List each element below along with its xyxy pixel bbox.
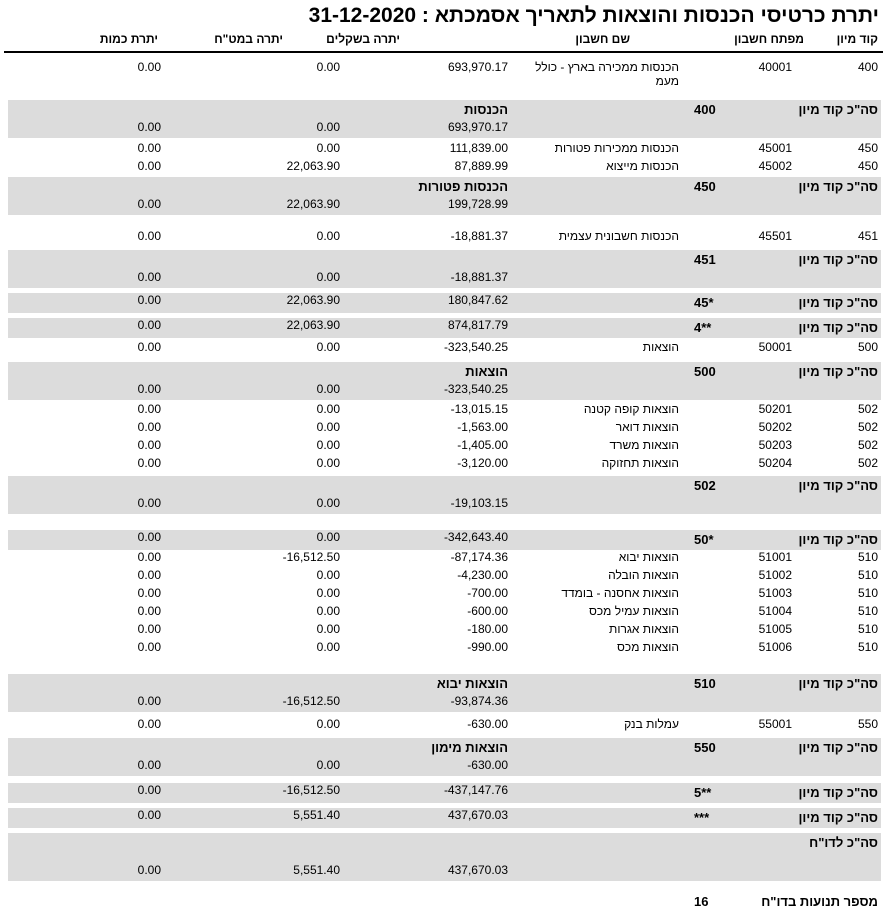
balance-nis: -342,643.40 <box>443 530 508 544</box>
summary-code: 500 <box>694 364 716 379</box>
quantity-balance: 0.00 <box>137 293 161 307</box>
table-row <box>0 622 887 636</box>
account-key: 45002 <box>758 159 792 173</box>
account-name: הוצאות תחזוקה <box>601 456 679 470</box>
quantity-balance: 0.00 <box>137 568 161 582</box>
balance-fx: 0.00 <box>316 456 340 470</box>
balance-fx: 5,551.40 <box>293 863 340 877</box>
movements-label: מספר תנועות בדו"ח <box>761 894 878 909</box>
summary-row <box>0 833 887 877</box>
balance-nis: 111,839.00 <box>449 141 508 155</box>
balance-fx: 0.00 <box>316 622 340 636</box>
summary-row <box>0 476 887 510</box>
quantity-balance: 0.00 <box>137 420 161 434</box>
summary-name: הכנסות פטורות <box>418 179 508 194</box>
summary-name: הוצאות יבוא <box>436 676 508 691</box>
account-key: 45501 <box>758 229 792 243</box>
quantity-balance: 0.00 <box>137 604 161 618</box>
header-account-key: מפתח חשבון <box>734 32 804 46</box>
balance-fx: 0.00 <box>316 640 340 654</box>
summary-code: 550 <box>694 740 716 755</box>
report-title: יתרת כרטיסי הכנסות והוצאות לתאריך אסמכתא : 31-12-2020 <box>308 4 879 27</box>
summary-row <box>0 894 887 908</box>
balance-nis: -4,230.00 <box>457 568 508 582</box>
account-name: הוצאות אגרות <box>609 622 679 636</box>
header-quantity-balance: יתרת כמות <box>99 32 158 46</box>
summary-label: סה"כ קוד מיון <box>798 295 878 310</box>
quantity-balance: 0.00 <box>137 496 161 510</box>
summary-code: 4** <box>694 320 712 335</box>
summary-name: הוצאות <box>465 364 508 379</box>
balance-nis: 437,670.03 <box>447 863 508 877</box>
table-row <box>0 420 887 434</box>
sort-code: 450 <box>857 159 878 173</box>
sort-code: 510 <box>857 622 878 636</box>
balance-fx: 0.00 <box>316 420 340 434</box>
balance-fx: 0.00 <box>316 717 340 731</box>
balance-nis: -700.00 <box>467 586 508 600</box>
summary-code: 400 <box>694 102 716 117</box>
quantity-balance: 0.00 <box>137 60 161 74</box>
account-name: הוצאות הובלה <box>608 568 679 582</box>
account-key: 50201 <box>758 402 792 416</box>
sort-code: 550 <box>857 717 878 731</box>
balance-nis: -323,540.25 <box>443 382 508 396</box>
balance-nis: -990.00 <box>467 640 508 654</box>
sort-code: 500 <box>857 340 878 354</box>
table-row <box>0 568 887 582</box>
summary-row <box>0 362 887 396</box>
header-balance-fx: יתרה במט"ח <box>214 32 283 46</box>
balance-nis: 437,670.03 <box>447 808 508 822</box>
header-account-name: שם חשבון <box>575 32 630 46</box>
quantity-balance: 0.00 <box>137 640 161 654</box>
table-row <box>0 159 887 173</box>
summary-label: סה"כ קוד מיון <box>798 478 878 493</box>
balance-nis: 180,847.62 <box>447 293 508 307</box>
summary-row <box>0 318 887 335</box>
summary-code: *** <box>694 810 710 825</box>
quantity-balance: 0.00 <box>137 402 161 416</box>
balance-nis: -87,174.36 <box>450 550 508 564</box>
quantity-balance: 0.00 <box>137 550 161 564</box>
account-key: 45001 <box>758 141 792 155</box>
balance-nis: 199,728.99 <box>447 197 508 211</box>
balance-nis: -3,120.00 <box>457 456 508 470</box>
balance-fx: 0.00 <box>316 229 340 243</box>
quantity-balance: 0.00 <box>137 438 161 452</box>
sort-code: 450 <box>857 141 878 155</box>
account-key: 50204 <box>758 456 792 470</box>
summary-label: סה"כ קוד מיון <box>798 179 878 194</box>
account-name: הכנסות מייצוא <box>606 159 679 173</box>
account-name: הוצאות מכס <box>617 640 679 654</box>
quantity-balance: 0.00 <box>137 270 161 284</box>
sort-code: 502 <box>857 456 878 470</box>
movements-count: 16 <box>694 894 709 909</box>
summary-row <box>0 738 887 772</box>
table-row <box>0 640 887 654</box>
summary-label: סה"כ קוד מיון <box>798 810 878 825</box>
balance-fx: 22,063.90 <box>286 197 340 211</box>
quantity-balance: 0.00 <box>137 758 161 772</box>
summary-label: סה"כ קוד מיון <box>798 252 878 267</box>
balance-nis: 693,970.17 <box>447 60 508 74</box>
account-key: 50202 <box>758 420 792 434</box>
balance-nis: -1,563.00 <box>457 420 508 434</box>
summary-label: סה"כ קוד מיון <box>798 740 878 755</box>
balance-nis: -18,881.37 <box>450 229 508 243</box>
summary-code: 5** <box>694 785 712 800</box>
summary-code: 502 <box>694 478 716 493</box>
balance-fx: 0.00 <box>316 586 340 600</box>
summary-label: סה"כ קוד מיון <box>798 785 878 800</box>
summary-name: הכנסות <box>464 102 508 117</box>
account-key: 51006 <box>758 640 792 654</box>
quantity-balance: 0.00 <box>137 197 161 211</box>
summary-code: 451 <box>694 252 716 267</box>
quantity-balance: 0.00 <box>137 456 161 470</box>
balance-fx: 22,063.90 <box>286 318 340 332</box>
table-row <box>0 456 887 470</box>
table-row <box>0 141 887 155</box>
sort-code: 510 <box>857 640 878 654</box>
summary-code: 450 <box>694 179 716 194</box>
account-name: הוצאות עמיל מכס <box>589 604 679 618</box>
account-name: הוצאות משרד <box>609 438 679 452</box>
account-name: הכנסות חשבונית עצמית <box>558 229 679 243</box>
quantity-balance: 0.00 <box>137 229 161 243</box>
account-name: הכנסות ממכירות פטורות <box>554 141 679 155</box>
table-row <box>0 586 887 600</box>
account-name: הוצאות דואר <box>615 420 679 434</box>
sort-code: 510 <box>857 586 878 600</box>
balance-fx: 0.00 <box>316 340 340 354</box>
quantity-balance: 0.00 <box>137 863 161 877</box>
header-balance-nis: יתרה בשקלים <box>326 32 400 46</box>
balance-nis: 87,889.99 <box>454 159 508 173</box>
summary-row <box>0 530 887 547</box>
quantity-balance: 0.00 <box>137 586 161 600</box>
account-key: 51003 <box>758 586 792 600</box>
account-name: הוצאות קופה קטנה <box>583 402 679 416</box>
account-key: 40001 <box>758 60 792 74</box>
balance-fx: 0.00 <box>316 141 340 155</box>
sort-code: 502 <box>857 420 878 434</box>
account-key: 55001 <box>758 717 792 731</box>
summary-row <box>0 808 887 825</box>
balance-fx: 0.00 <box>316 120 340 134</box>
balance-nis: -1,405.00 <box>457 438 508 452</box>
balance-nis: -18,881.37 <box>450 270 508 284</box>
quantity-balance: 0.00 <box>137 382 161 396</box>
quantity-balance: 0.00 <box>137 340 161 354</box>
balance-nis: 874,817.79 <box>447 318 508 332</box>
sort-code: 502 <box>857 438 878 452</box>
summary-row <box>0 177 887 211</box>
balance-fx: 0.00 <box>316 604 340 618</box>
balance-fx: 0.00 <box>316 530 340 544</box>
quantity-balance: 0.00 <box>137 808 161 822</box>
balance-fx: 5,551.40 <box>293 808 340 822</box>
header-sort-code: קוד מיון <box>836 32 878 46</box>
balance-nis: -93,874.36 <box>450 694 508 708</box>
account-name: הכנסות ממכירה בארץ - כולל מעמ <box>535 60 679 88</box>
summary-row <box>0 674 887 708</box>
account-key: 51001 <box>758 550 792 564</box>
account-name: הוצאות אחסנה - בומדד <box>561 586 679 600</box>
balance-fx: -16,512.50 <box>282 694 340 708</box>
account-key: 50001 <box>758 340 792 354</box>
summary-code: 45* <box>694 295 714 310</box>
account-key: 51002 <box>758 568 792 582</box>
summary-name: הוצאות מימון <box>431 740 508 755</box>
quantity-balance: 0.00 <box>137 159 161 173</box>
account-name: עמלות בנק <box>624 717 679 731</box>
sort-code: 400 <box>857 60 878 74</box>
balance-fx: 0.00 <box>316 402 340 416</box>
quantity-balance: 0.00 <box>137 141 161 155</box>
table-row <box>0 402 887 416</box>
balance-nis: -323,540.25 <box>443 340 508 354</box>
balance-nis: -630.00 <box>467 758 508 772</box>
balance-fx: -16,512.50 <box>282 550 340 564</box>
summary-label: סה"כ קוד מיון <box>798 364 878 379</box>
account-name: הוצאות <box>642 340 679 354</box>
summary-code: 50* <box>694 532 714 547</box>
balance-fx: 22,063.90 <box>286 159 340 173</box>
quantity-balance: 0.00 <box>137 120 161 134</box>
table-row <box>0 60 887 88</box>
summary-row <box>0 293 887 310</box>
report-total-label: סה"כ לדו"ח <box>809 835 878 850</box>
balance-nis: -630.00 <box>467 717 508 731</box>
summary-label: סה"כ קוד מיון <box>798 676 878 691</box>
balance-nis: -437,147.76 <box>443 783 508 797</box>
summary-code: 510 <box>694 676 716 691</box>
table-row <box>0 229 887 243</box>
summary-label: סה"כ קוד מיון <box>798 102 878 117</box>
balance-fx: -16,512.50 <box>282 783 340 797</box>
sort-code: 510 <box>857 568 878 582</box>
summary-row <box>0 250 887 284</box>
table-row <box>0 340 887 354</box>
header-rule <box>4 51 883 53</box>
quantity-balance: 0.00 <box>137 530 161 544</box>
sort-code: 510 <box>857 550 878 564</box>
balance-nis: 693,970.17 <box>447 120 508 134</box>
balance-fx: 0.00 <box>316 438 340 452</box>
summary-label: סה"כ קוד מיון <box>798 532 878 547</box>
account-key: 51004 <box>758 604 792 618</box>
balance-nis: -600.00 <box>467 604 508 618</box>
table-row <box>0 550 887 564</box>
account-key: 50203 <box>758 438 792 452</box>
quantity-balance: 0.00 <box>137 622 161 636</box>
balance-nis: -13,015.15 <box>450 402 508 416</box>
balance-fx: 0.00 <box>316 568 340 582</box>
quantity-balance: 0.00 <box>137 694 161 708</box>
account-key: 51005 <box>758 622 792 636</box>
balance-nis: -180.00 <box>467 622 508 636</box>
summary-row <box>0 783 887 800</box>
balance-fx: 22,063.90 <box>286 293 340 307</box>
summary-label: סה"כ קוד מיון <box>798 320 878 335</box>
balance-fx: 0.00 <box>316 270 340 284</box>
sort-code: 510 <box>857 604 878 618</box>
balance-nis: -19,103.15 <box>450 496 508 510</box>
quantity-balance: 0.00 <box>137 318 161 332</box>
quantity-balance: 0.00 <box>137 717 161 731</box>
table-row <box>0 438 887 452</box>
sort-code: 502 <box>857 402 878 416</box>
quantity-balance: 0.00 <box>137 783 161 797</box>
summary-row <box>0 100 887 134</box>
balance-fx: 0.00 <box>316 758 340 772</box>
balance-fx: 0.00 <box>316 496 340 510</box>
balance-fx: 0.00 <box>316 60 340 74</box>
account-name: הוצאות יבוא <box>618 550 679 564</box>
table-row <box>0 717 887 731</box>
balance-fx: 0.00 <box>316 382 340 396</box>
sort-code: 451 <box>857 229 878 243</box>
table-row <box>0 604 887 618</box>
